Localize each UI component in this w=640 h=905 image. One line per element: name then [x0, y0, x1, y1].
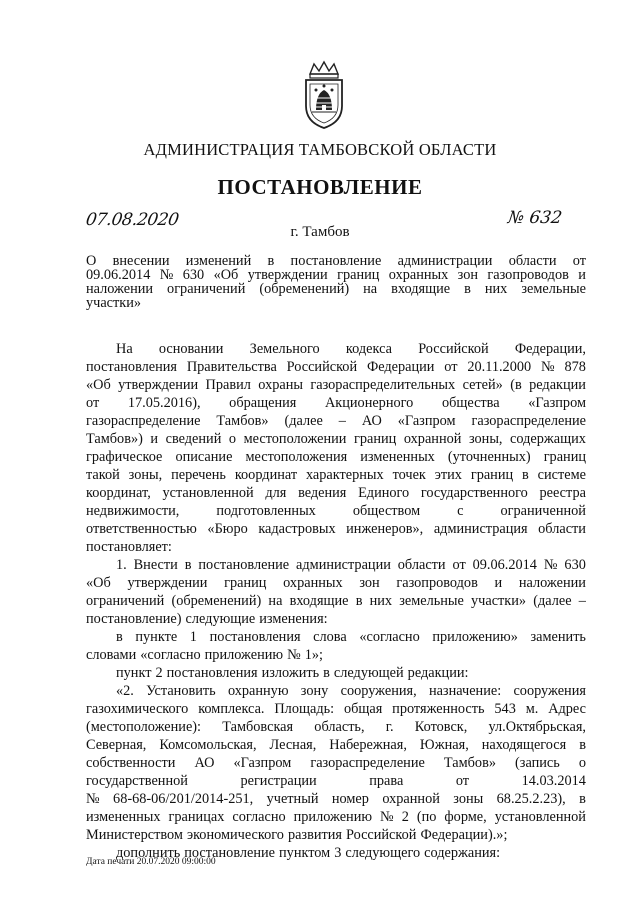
subject-line: 09.06.2014 № 630 «Об утверждении границ охранных зон газопроводов и	[86, 267, 586, 283]
organization-name: АДМИНИСТРАЦИЯ ТАМБОВСКОЙ ОБЛАСТИ	[143, 140, 497, 159]
body-line: собственности АО «Газпром газораспределение Тамбов» (запись о	[86, 755, 586, 771]
subject-line: наложении ограничений (обременений) на входящие в них земельные	[86, 281, 586, 297]
body-line: измененных границах согласно приложению № 2 (по форме, установленной	[86, 809, 586, 825]
body-line: словами «согласно приложению № 1»;	[86, 647, 323, 663]
body-line: пункт 2 постановления изложить в следующей редакции:	[116, 665, 469, 681]
body-line: координат, установленной для ведения Единого государственного реестра	[86, 485, 586, 501]
print-date-footer: Дата печати 20.07.2020 09:00:00	[86, 857, 216, 867]
city-name: г. Тамбов	[290, 224, 350, 240]
document-subject	[86, 254, 586, 310]
body-line: «Об утверждении Правил охраны газораспределительных сетей» (в редакции	[86, 377, 586, 393]
body-line: государственной регистрации права от 14.03.2014	[86, 773, 586, 789]
handwritten-date: 07.08.2020	[84, 210, 180, 230]
body-line: газохимического комплекса. Площадь: общая протяженность 543 м. Адрес	[86, 701, 586, 717]
body-line: постановляет:	[86, 539, 172, 555]
subject-line: участки»	[86, 295, 142, 311]
document-type-title: ПОСТАНОВЛЕНИЕ	[217, 175, 423, 199]
body-line: Тамбов») и сведений о местоположении границ охранной зоны, содержащих	[86, 431, 586, 447]
body-line: № 68-68-06/201/2014-251, учетный номер охранной зоны 68.25.2.23), в	[86, 791, 586, 807]
body-line: Северная, Комсомольская, Лесная, Набережная, Южная, находящегося в	[86, 737, 586, 753]
body-line: (местоположение): Тамбовская область, г. Котовск, ул.Октябрьская,	[86, 719, 586, 735]
body-line: недвижимости, подготовленных обществом с ограниченной	[86, 503, 586, 519]
body-line: газораспределение Тамбов» (далее – АО «Газпром газораспределение	[86, 413, 586, 429]
body-line: дополнить постановление пунктом 3 следующего содержания:	[116, 845, 501, 861]
body-line: На основании Земельного кодекса Российской Федерации,	[116, 341, 586, 357]
body-line: ограничений (обременений) на входящие в них земельные участки» (далее –	[86, 593, 586, 609]
body-line: 1. Внести в постановление администрации области от 09.06.2014 № 630	[116, 557, 586, 573]
handwritten-document-number: № 632	[506, 208, 564, 228]
coat-of-arms-icon	[296, 60, 352, 130]
body-line: ответственностью «Бюро кадастровых инженеров», администрация области	[86, 521, 586, 537]
body-line: такой зоны, перечень координат характерных точек этих границ в системе	[86, 467, 586, 483]
body-line: постановления Правительства Российской Федерации от 20.11.2000 № 878	[86, 359, 586, 375]
body-line: постановление) следующие изменения:	[86, 611, 328, 627]
body-line: «Об утверждении границ охранных зон газопроводов и наложении	[86, 575, 586, 591]
body-line: «2. Установить охранную зону сооружения, назначение: сооружения	[116, 683, 586, 699]
body-line: графическое описание местоположения измененных (уточненных) границ	[86, 449, 586, 465]
body-line: от 17.05.2016), обращения Акционерного общества «Газпром	[86, 395, 586, 411]
body-line: в пункте 1 постановления слова «согласно приложению» заменить	[116, 629, 586, 645]
document-body	[86, 340, 586, 862]
subject-line: О внесении изменений в постановление администрации области от	[86, 253, 586, 269]
body-line: Министерством экономического развития Российской Федерации).»;	[86, 827, 508, 843]
